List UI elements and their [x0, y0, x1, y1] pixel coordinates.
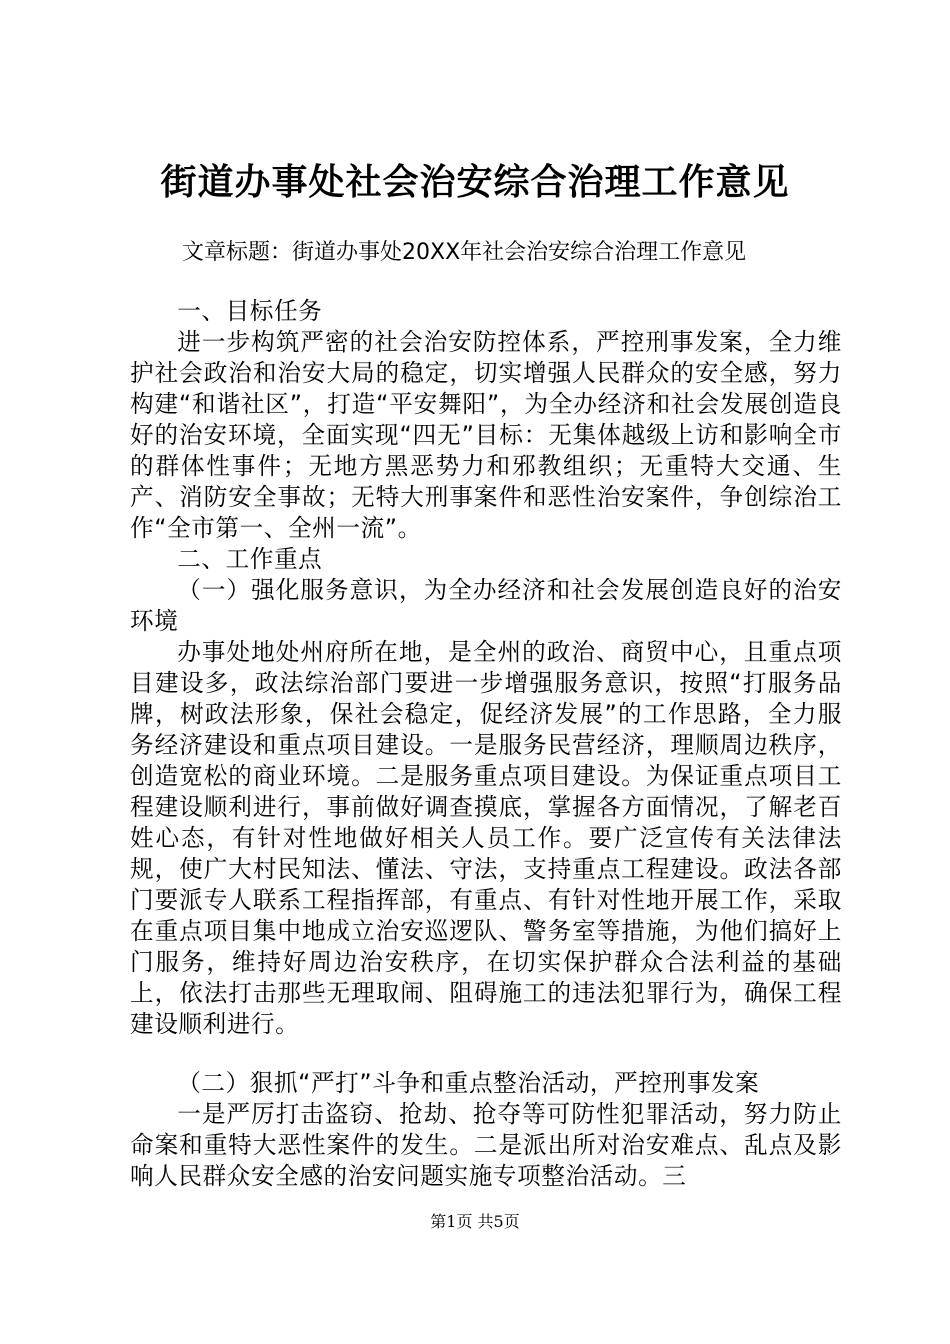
article-subtitle: 文章标题：街道办事处20XX年社会治安综合治理工作意见	[182, 240, 747, 265]
page-number: 第1页 共5页	[430, 1212, 520, 1231]
section-heading-goals: 一、目标任务	[177, 297, 323, 325]
paragraph-service: 办事处地处州府所在地，是全州的政治、商贸中心，且重点项目建设多，政法综治部门要进一步增强服务意识，按照“打服务品牌，树政法形象，保社会稳定，促经济发展”的工作思路，全力服务经济建设和重点项目建设。一是服务民营经济，理顺周边秩序，创造宽松的商业环境。二是服务重点项目建设。为保证重点项目工程建设顺利进行，事前做好调查摸底，掌握各方面情况，了解老百姓心态，有针对性地做好相关人员工作。要广泛宣传有关法律法规，使广大村民知法、懂法、守法，支持重点工程建设。政法各部门要派专人联系工程指挥部，有重点、有针对性地开展工作，采取在重点项目集中地成立治安巡逻队、警务室等措施，为他们搞好上门服务，维持好周边治安秩序，在切实保护群众合法利益的基础上，依法打击那些无理取闹、阻碍施工的违法犯罪行为，确保工程建设顺利进行。	[130, 638, 842, 1038]
subheading-strike: （二）狠抓“严打”斗争和重点整治活动，严控刑事发案	[177, 1069, 760, 1097]
subheading-service: （一）强化服务意识，为全办经济和社会发展创造良好的治安环境	[130, 576, 842, 635]
document-title: 街道办事处社会治安综合治理工作意见	[160, 161, 790, 203]
document-body	[130, 296, 842, 1192]
section-heading-focus: 二、工作重点	[177, 545, 323, 573]
paragraph-goals: 进一步构筑严密的社会治安防控体系，严控刑事发案，全力维护社会政治和治安大局的稳定，切实增强人民群众的安全感，努力构建“和谐社区”，打造“平安舞阳”，为全办经济和社会发展创造良好的治安环境，全面实现“四无”目标：无集体越级上访和影响全市的群体性事件；无地方黑恶势力和邪教组织；无重特大交通、生产、消防安全事故；无特大刑事案件和恶性治安案件，争创综治工作“全市第一、全州一流”。	[130, 328, 842, 542]
paragraph-strike: 一是严厉打击盗窃、抢劫、抢夺等可防性犯罪活动，努力防止命案和重特大恶性案件的发生。二是派出所对治安难点、乱点及影响人民群众安全感的治安问题实施专项整治活动。三	[130, 1100, 842, 1190]
